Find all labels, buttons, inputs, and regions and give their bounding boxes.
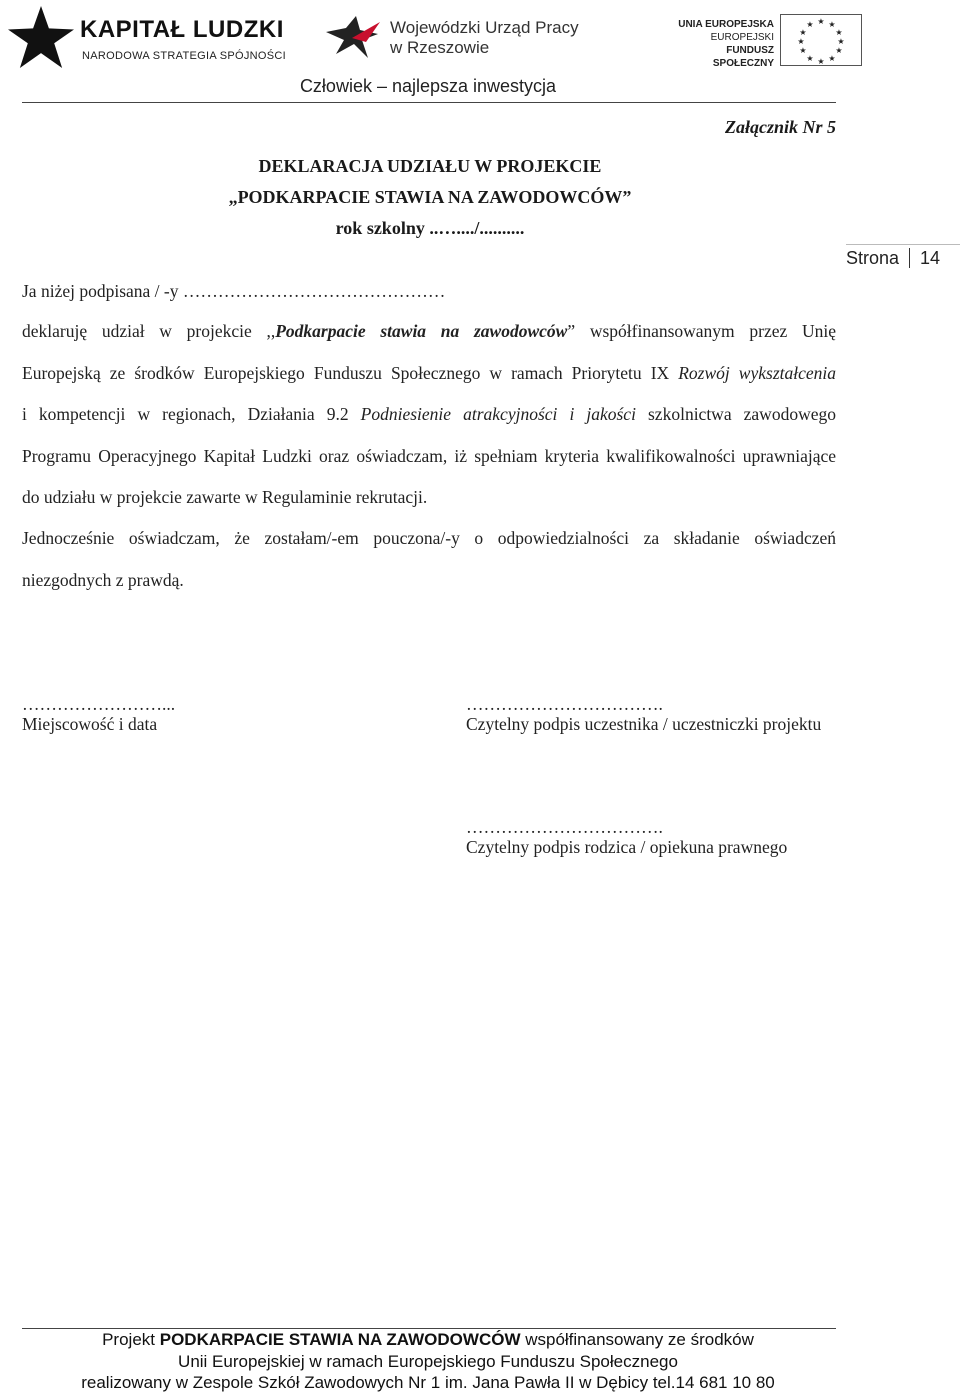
eu-flag-icon — [780, 14, 862, 66]
footer-line-2: Unii Europejskiej w ramach Europejskiego Funduszu Społecznego — [178, 1352, 678, 1371]
paragraph-line: do udziału w projekcie zawarte w Regulaminie rekrutacji. — [22, 487, 428, 507]
eu-efs-text: UNIA EUROPEJSKA EUROPEJSKI FUNDUSZ SPOŁECZNY — [678, 19, 774, 69]
project-name-title: „PODKARPACIE STAWIA NA ZAWODOWCÓW” — [228, 187, 632, 207]
kapital-ludzki-title: KAPITAŁ LUDZKI — [80, 16, 284, 43]
place-date-dots: ……………………... — [22, 694, 176, 714]
paragraph-line: Jednocześnie oświadczam, że zostałam/-em pouczona/-y o odpowiedzialności za składanie oświadczeń — [22, 528, 836, 548]
svg-text:★: ★ — [806, 54, 814, 63]
paragraph-line: niezgodnych z prawdą. — [22, 570, 184, 590]
svg-text:★: ★ — [835, 28, 843, 37]
paragraph-line: Europejską ze środków Europejskiego Funduszu Społecznego w ramach Priorytetu IX Rozwój wykształcenia — [22, 363, 837, 383]
paragraph-line: deklaruję udział w projekcie ,,Podkarpacie stawia na zawodowców” współfinansowanym przez Unię — [22, 321, 836, 341]
place-date-label: Miejscowość i data — [22, 714, 158, 734]
footer-line-1: Projekt PODKARPACIE STAWIA NA ZAWODOWCÓW współfinansowany ze środków — [102, 1330, 754, 1349]
page-number-divider — [846, 244, 960, 245]
svg-text:★: ★ — [806, 20, 814, 29]
annex-label: Załącznik Nr 5 — [724, 117, 836, 137]
school-year-line: rok szkolny ..…..../.......... — [335, 218, 525, 238]
header-motto: Człowiek – najlepsza inwestycja — [299, 76, 557, 96]
footer-line-3: realizowany w Zespole Szkół Zawodowych Nr 1 im. Jana Pawła II w Dębicy tel.14 681 10 80 — [81, 1373, 775, 1392]
kapital-ludzki-subtitle: NARODOWA STRATEGIA SPÓJNOŚCI — [82, 50, 286, 62]
svg-text:★: ★ — [797, 37, 805, 46]
wup-bird-icon — [322, 14, 382, 64]
eu-efs-logo — [672, 14, 862, 69]
page-number: Strona 14 — [846, 248, 941, 268]
header-divider — [22, 102, 836, 103]
footer-divider — [22, 1328, 836, 1329]
svg-text:★: ★ — [837, 37, 845, 46]
paragraph-line: Programu Operacyjnego Kapitał Ludzki oraz oświadczam, iż spełniam kryteria kwalifikowalności uprawniające — [22, 446, 836, 466]
wup-name: Wojewódzki Urząd Pracy w Rzeszowie — [390, 18, 579, 57]
svg-text:★: ★ — [828, 20, 836, 29]
svg-text:★: ★ — [799, 46, 807, 55]
kapital-ludzki-logo — [8, 6, 286, 68]
guardian-signature-dots: ……………………………. — [466, 817, 663, 837]
signatory-line: Ja niżej podpisana / -y ……………………………………… — [22, 281, 446, 301]
declaration-title: DEKLARACJA UDZIAŁU W PROJEKCIE — [258, 156, 602, 176]
participant-signature-label: Czytelny podpis uczestnika / uczestniczki projektu — [466, 714, 822, 734]
svg-text:★: ★ — [817, 17, 825, 26]
svg-text:★: ★ — [799, 28, 807, 37]
svg-text:★: ★ — [828, 54, 836, 63]
participant-signature-dots: ……………………………. — [466, 694, 663, 714]
svg-text:★: ★ — [817, 57, 825, 66]
wup-rzeszow-logo — [322, 14, 602, 64]
guardian-signature-label: Czytelny podpis rodzica / opiekuna prawnego — [466, 837, 788, 857]
svg-text:★: ★ — [835, 46, 843, 55]
kapital-ludzki-star-icon — [8, 6, 74, 68]
paragraph-line: i kompetencji w regionach, Działania 9.2 Podniesienie atrakcyjności i jakości szkolnictwa zawodowego — [22, 404, 836, 424]
